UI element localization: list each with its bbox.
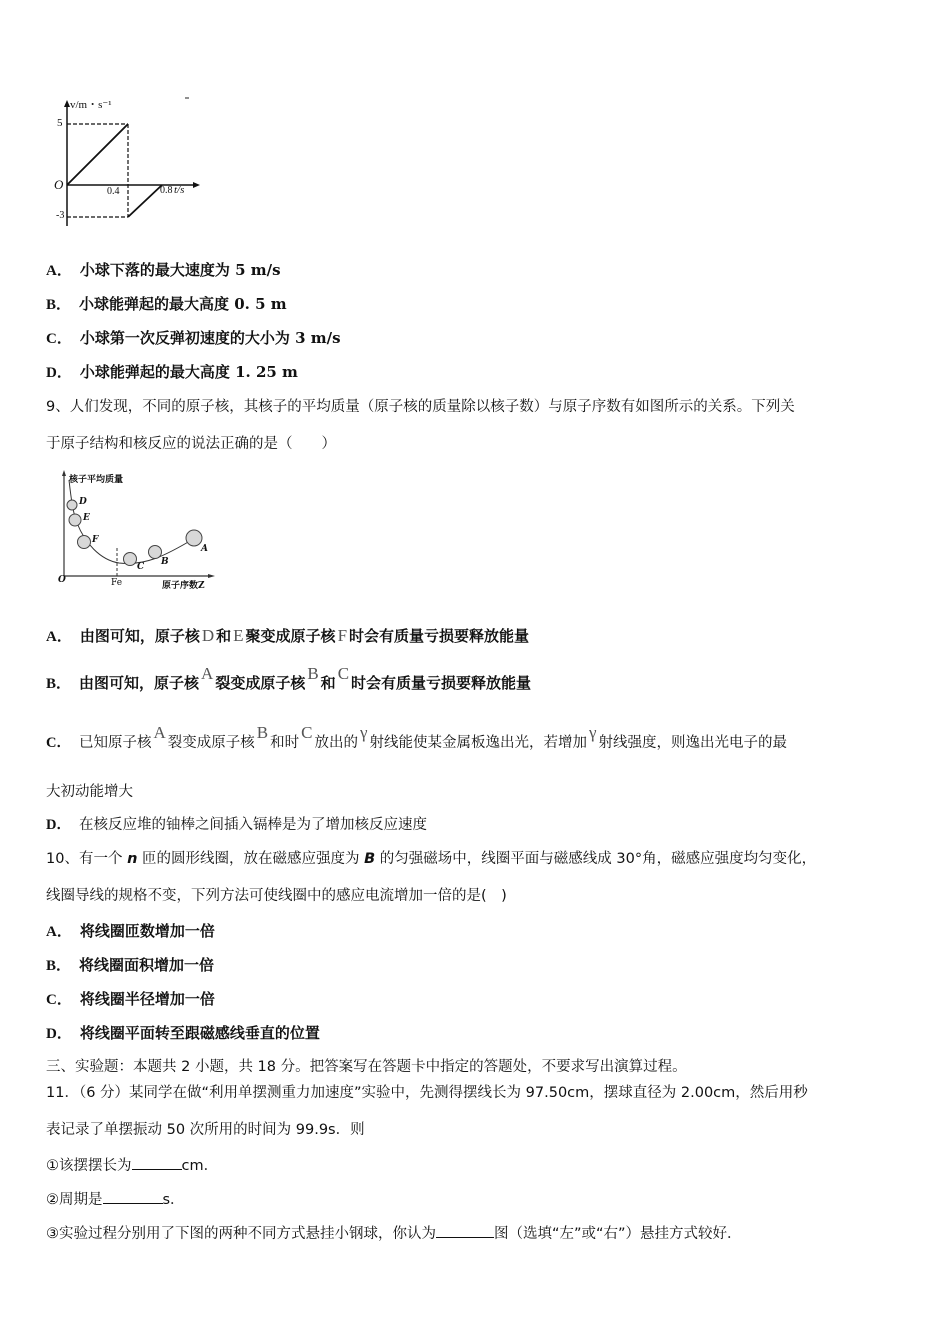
q9-option-c-cont: 大初动能增大 bbox=[46, 784, 133, 800]
q11-sub2: ②周期是 s． bbox=[46, 1189, 185, 1210]
q9-nucleon-mass-chart bbox=[55, 468, 220, 593]
q9-point-a: A bbox=[201, 544, 208, 554]
q10-option-b: B． 将线圈面积增加一倍 bbox=[46, 956, 215, 974]
q11-sub1-blank bbox=[132, 1155, 182, 1170]
q8-chart-origin: O bbox=[54, 177, 64, 192]
section3-heading: 三、实验题：本题共 2 小题，共 18 分。把答案写在答题卡中指定的答题处，不要求写出演算过程。 bbox=[46, 1059, 687, 1075]
q11-sub2-blank bbox=[103, 1189, 163, 1204]
q9-point-f: F bbox=[92, 535, 99, 545]
q9-option-b: B． 由图可知，原子核 A 裂变成原子核 B 和 C 时会有质量亏损要释放能量 bbox=[46, 664, 532, 692]
q10-option-c: C． 将线圈半径增加一倍 bbox=[46, 990, 215, 1008]
q8-chart-ytick-neg3: -3 bbox=[56, 210, 65, 221]
q9-point-d: D bbox=[79, 497, 87, 507]
q9-chart-origin: O bbox=[58, 575, 66, 585]
q9-point-e: E bbox=[83, 513, 90, 523]
q9-stem-line1: 9、人们发现，不同的原子核，其核子的平均质量（原子核的质量除以核子数）与原子序数有如图所示的关系。下列关 bbox=[46, 399, 795, 415]
q8-option-b: B． 小球能弹起的最大高度 0. 5 m bbox=[46, 295, 287, 313]
q8-chart-xtick-0.8: 0.8 bbox=[160, 185, 173, 196]
q11-stem-line1: 11．（6 分）某同学在做“利用单摆测重力加速度”实验中，先测得摆线长为 97.50cm，摆球直径为 2.00cm，然后用秒 bbox=[46, 1085, 808, 1101]
q8-option-d: D． 小球能弹起的最大高度 1. 25 m bbox=[46, 363, 298, 381]
q9-chart-ylabel: 核子平均质量 bbox=[69, 475, 124, 485]
q8-chart-ylabel: v/m・s⁻¹ bbox=[70, 99, 112, 111]
q10-stem-line1: 10、有一个 n 匝的圆形线圈，放在磁感应强度为 B 的匀强磁场中，线圈平面与磁感线成 30°角，磁感应强度均匀变化， bbox=[46, 851, 817, 867]
q10-stem-line2: 线圈导线的规格不变，下列方法可使线圈中的感应电流增加一倍的是( ) bbox=[46, 888, 507, 904]
q10-option-d: D． 将线圈平面转至跟磁感线垂直的位置 bbox=[46, 1024, 320, 1042]
q11-stem-line2: 表记录了单摆振动 50 次所用的时间为 99.9s．则 bbox=[46, 1122, 365, 1138]
q11-sub1: ①该摆摆长为 cm． bbox=[46, 1155, 218, 1176]
q9-point-b: B bbox=[161, 557, 169, 567]
q10-option-a: A． 将线圈匝数增加一倍 bbox=[46, 922, 215, 940]
q9-stem-line2: 于原子结构和核反应的说法正确的是（ ） bbox=[46, 436, 336, 452]
q9-chart-xlabel: 原子序数Z bbox=[162, 581, 205, 591]
q9-option-a: A． 由图可知，原子核 D 和 E 聚变成原子核 F 时会有质量亏损要释放能量 bbox=[46, 626, 530, 645]
q8-option-a: A． 小球下落的最大速度为 5 m/s bbox=[46, 261, 281, 279]
q11-sub3-blank bbox=[436, 1223, 494, 1238]
q8-chart-ytick-5: 5 bbox=[57, 117, 63, 129]
q9-option-d: D． 在核反应堆的铀棒之间插入镉棒是为了增加核反应速度 bbox=[46, 817, 427, 833]
q9-chart-fe: Fe bbox=[111, 578, 123, 588]
q8-vt-chart bbox=[48, 92, 218, 232]
q8-chart-xtick-0.4: 0.4 bbox=[107, 186, 120, 197]
q8-chart-xlabel: t/s bbox=[174, 184, 185, 196]
q9-point-c: C bbox=[137, 562, 145, 572]
q8-option-c: C． 小球第一次反弹初速度的大小为 3 m/s bbox=[46, 329, 341, 347]
q11-sub3: ③实验过程分别用了下图的两种不同方式悬挂小钢球，你认为 图（选填“左”或“右”）悬挂方式较好． bbox=[46, 1223, 742, 1244]
q9-option-c: C． 已知原子核A裂变成原子核B和时C放出的γ射线能使某金属板逸出光，若增加γ射线强度，则逸出光电子的最 bbox=[46, 723, 787, 751]
